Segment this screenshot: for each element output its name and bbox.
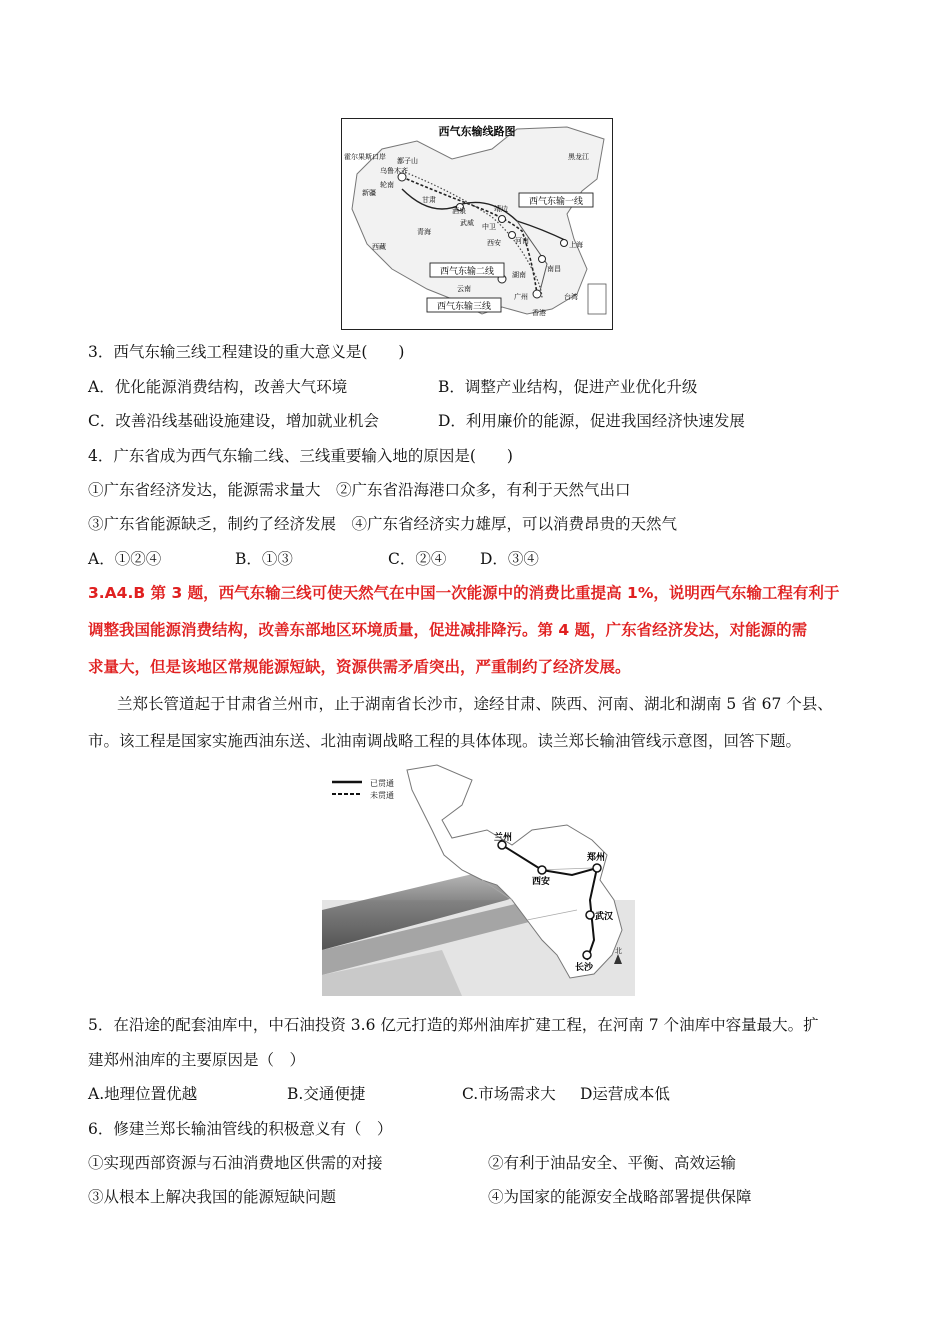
map1-place: 酒泉 <box>452 207 466 215</box>
map2-city: 长沙 <box>575 963 594 973</box>
lanzhengchang-pipeline-map <box>322 760 635 996</box>
map1-place: 乌鲁木齐 <box>380 167 408 175</box>
map1-place: 香港 <box>532 309 546 317</box>
north-arrow: 北 <box>615 947 622 955</box>
q4-option-c: C．②④ <box>388 550 447 568</box>
q3-stem: 3．西气东输三线工程建设的重大意义是( ) <box>88 343 405 361</box>
map1-place: 湖南 <box>512 271 526 279</box>
q6-statement-4: ④为国家的能源安全战略部署提供保障 <box>488 1188 752 1206</box>
map1-title: 西气东输线路图 <box>438 125 516 138</box>
answer-line-2: 调整我国能源消费结构，改善东部地区环境质量，促进减排降污。第 4 题，广东省经济发达，对能源的需 <box>88 621 808 639</box>
map1-place: 南昌 <box>547 265 561 273</box>
passage-line-2: 市。该工程是国家实施西油东送、北油南调战略工程的具体体现。读兰郑长输油管线示意图，回答下题。 <box>88 732 802 750</box>
map1-place: 西安 <box>487 239 501 247</box>
q6-statement-3: ③从根本上解决我国的能源短缺问题 <box>88 1188 337 1206</box>
q5-stem-2: 建郑州油库的主要原因是（ ） <box>88 1051 306 1069</box>
q5-option-d: D运营成本低 <box>580 1085 670 1103</box>
q6-statement-1: ①实现西部资源与石油消费地区供需的对接 <box>88 1154 383 1172</box>
answer-line-1: 3.A4.B 第 3 题，西气东输三线可使天然气在中国一次能源中的消费比重提高 1%，说明西气东输工程有利于 <box>88 584 840 602</box>
map1-place: 台湾 <box>564 293 578 301</box>
map1-line-label: 西气东输一线 <box>528 197 584 207</box>
map2-legend-done: 已贯通 <box>370 779 394 788</box>
map2-city: 郑州 <box>587 853 606 863</box>
map2-city: 武汉 <box>595 912 614 922</box>
map1-place: 上海 <box>569 241 583 249</box>
q4-option-d: D．③④ <box>480 550 539 568</box>
q5-option-a: A.地理位置优越 <box>88 1085 198 1103</box>
map1-place: 霍尔果斯口岸 <box>344 153 386 161</box>
q4-statements-1: ①广东省经济发达，能源需求量大 ②广东省沿海港口众多，有利于天然气出口 <box>88 481 631 499</box>
passage-line-1: 兰郑长管道起于甘肃省兰州市，止于湖南省长沙市，途经甘肃、陕西、河南、湖北和湖南 5 省 67 个县、 <box>117 695 833 713</box>
q4-statements-2: ③广东省能源缺乏，制约了经济发展 ④广东省经济实力雄厚，可以消费昂贵的天然气 <box>88 515 678 533</box>
q5-option-c: C.市场需求大 <box>462 1085 556 1103</box>
answer-line-3: 求量大，但是该地区常规能源短缺，资源供需矛盾突出，严重制约了经济发展。 <box>88 658 631 676</box>
map2-city: 西安 <box>532 877 551 887</box>
q3-option-b: B．调整产业结构，促进产业优化升级 <box>438 378 698 396</box>
map1-place: 靖边 <box>494 205 508 213</box>
q5-stem-1: 5．在沿途的配套油库中，中石油投资 3.6 亿元打造的郑州油库扩建工程，在河南 7 个油库中容量最大。扩 <box>88 1016 819 1034</box>
q4-stem: 4．广东省成为西气东输二线、三线重要输入地的原因是( ) <box>88 447 513 465</box>
map1-place: 云南 <box>457 285 471 293</box>
map1-place: 广州 <box>514 293 528 301</box>
map1-place: 河南 <box>515 237 529 245</box>
map1-place: 甘肃 <box>422 196 436 204</box>
map1-place: 青海 <box>417 228 431 236</box>
q4-option-a: A．①②④ <box>88 550 162 568</box>
q6-stem: 6．修建兰郑长输油管线的积极意义有（ ） <box>88 1120 393 1138</box>
map1-place: 西藏 <box>372 243 386 251</box>
map2-legend-pending: 未贯通 <box>370 791 394 800</box>
q5-option-b: B.交通便捷 <box>287 1085 366 1103</box>
q6-statement-2: ②有利于油品安全、平衡、高效运输 <box>488 1154 737 1172</box>
map1-line-label: 西气东输二线 <box>439 267 495 277</box>
map1-place: 武威 <box>460 219 474 227</box>
map1-place: 鄯子山 <box>397 157 418 165</box>
q3-option-a: A．优化能源消费结构，改善大气环境 <box>88 378 348 396</box>
q3-option-c: C．改善沿线基础设施建设，增加就业机会 <box>88 412 379 430</box>
q3-option-d: D．利用廉价的能源，促进我国经济快速发展 <box>438 412 745 430</box>
map1-line-label: 西气东输三线 <box>436 302 492 312</box>
q4-option-b: B．①③ <box>235 550 293 568</box>
map1-place: 新疆 <box>362 189 376 197</box>
map1-place: 轮南 <box>380 181 394 189</box>
west-east-gas-map <box>341 118 613 330</box>
map2-city: 兰州 <box>494 833 513 843</box>
map1-place: 中卫 <box>482 223 496 231</box>
map1-place: 黑龙江 <box>568 153 589 161</box>
